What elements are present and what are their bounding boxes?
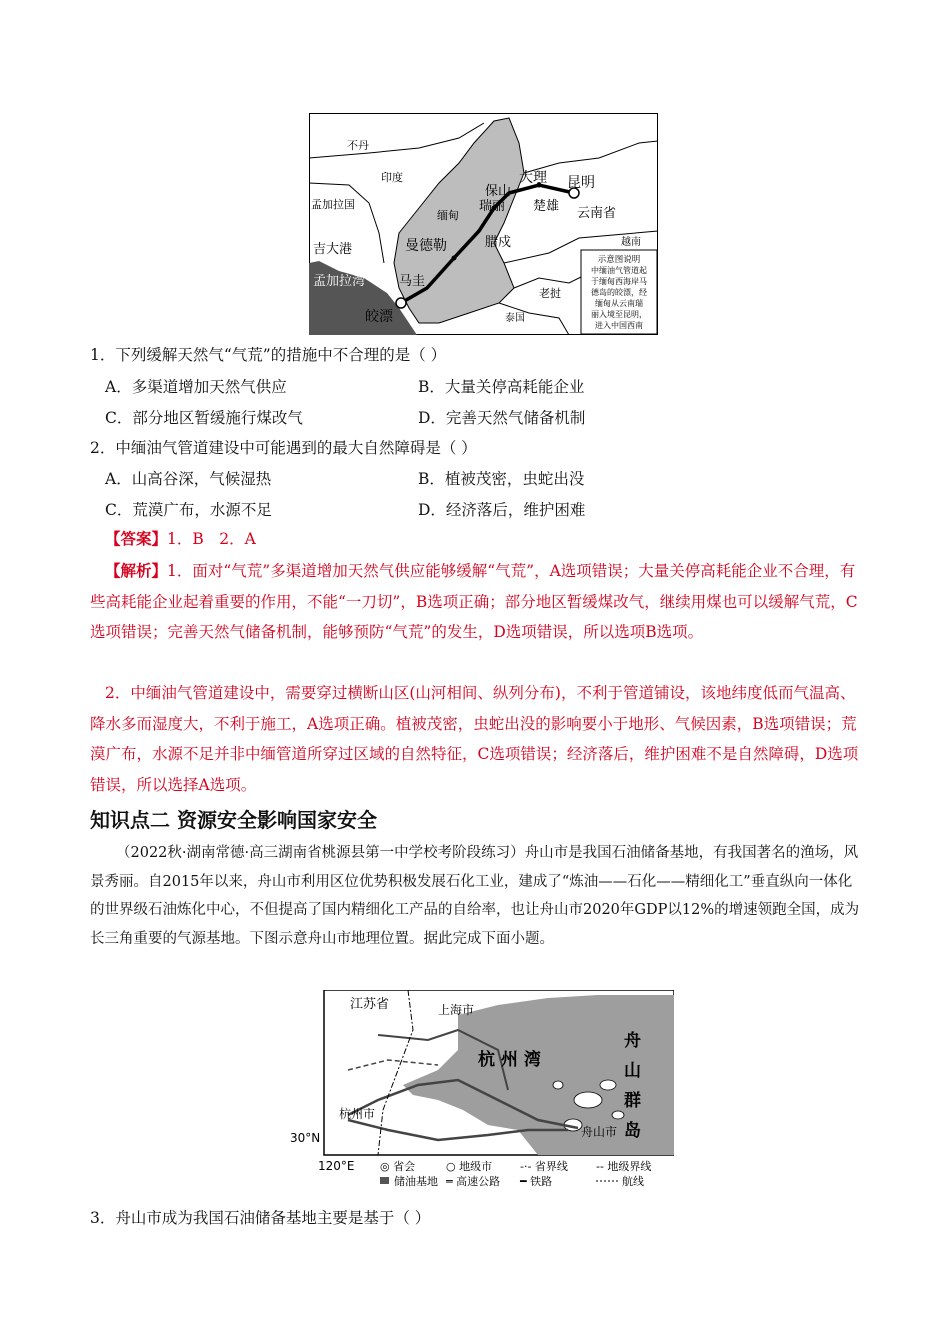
label-thailand: 泰国 — [505, 313, 525, 324]
legend-city: ○ 地级市 — [446, 1160, 493, 1173]
label-hangzhou-bay: 杭 州 湾 — [478, 1050, 541, 1070]
label-islands-4: 岛 — [624, 1121, 641, 1141]
label-yunnan: 云南省 — [577, 206, 617, 221]
label-bhutan: 不丹 — [347, 139, 369, 152]
label-bay-of-bengal: 孟加拉湾 — [313, 274, 366, 289]
legend-line-5: 丽入境至昆明， — [591, 310, 647, 319]
label-bangladesh: 孟加拉国 — [311, 198, 355, 211]
legend-line-6: 进入中国西南 — [595, 321, 643, 330]
legend-line-3: 德岛的皎漂，经 — [591, 288, 647, 297]
label-chuxiong: 楚雄 — [533, 199, 560, 214]
q1-option-d[interactable]: D．完善天然气储备机制 — [418, 409, 586, 427]
q1-option-a[interactable]: A．多渠道增加天然气供应 — [105, 378, 287, 396]
label-islands-1: 舟 — [624, 1031, 641, 1051]
label-jiangsu: 江苏省 — [350, 997, 390, 1012]
label-ruili: 瑞丽 — [479, 199, 506, 214]
label-zhoushan: 舟山市 — [581, 1125, 618, 1139]
q2-option-b[interactable]: B．植被茂密，虫蛇出没 — [418, 470, 585, 488]
label-baoshan: 保山 — [485, 184, 512, 199]
legend-shipping: 航线 — [622, 1175, 644, 1188]
myanmar-pipeline-map — [309, 113, 658, 335]
legend-line-4: 缅甸从云南瑞 — [595, 299, 643, 308]
q2-option-d[interactable]: D．经济落后，维护困难 — [418, 501, 586, 519]
legend-city-border: -- 地级界线 — [596, 1160, 652, 1173]
question-1-stem: 1．下列缓解天然气“气荒”的措施中不合理的是（ ） — [90, 346, 447, 364]
oil-base-icon — [380, 1177, 389, 1184]
label-lashio: 腊戍 — [485, 235, 512, 250]
legend-highway: ═ 高速公路 — [446, 1175, 501, 1188]
label-hangzhou: 杭州市 — [339, 1107, 376, 1121]
label-kunming: 昆明 — [567, 175, 595, 191]
question-2-stem: 2．中缅油气管道建设中可能遇到的最大自然障碍是（ ） — [90, 439, 477, 457]
section-title: 知识点二 资源安全影响国家安全 — [90, 808, 377, 832]
zhoushan-location-map — [288, 990, 674, 1190]
q1-option-c[interactable]: C．部分地区暂缓施行煤改气 — [105, 409, 303, 427]
legend-line-1: 中缅油气管道起 — [591, 266, 647, 275]
label-shanghai: 上海市 — [438, 1003, 475, 1017]
label-islands-3: 群 — [624, 1091, 641, 1111]
label-latitude: 30°N — [290, 1131, 321, 1145]
q2-option-c[interactable]: C．荒漠广布，水源不足 — [105, 501, 272, 519]
legend-oil-base: 储油基地 — [394, 1175, 438, 1188]
label-laos: 老挝 — [539, 287, 561, 300]
label-dali: 大理 — [519, 170, 547, 186]
label-mandalay: 曼德勒 — [405, 238, 447, 254]
kyaukphyu-marker — [396, 298, 406, 308]
label-chittagong: 吉大港 — [313, 242, 353, 257]
question-3-stem: 3．舟山市成为我国石油储备基地主要是基于（ ） — [90, 1209, 431, 1227]
legend-line-0: 示意图说明 — [597, 255, 641, 265]
q2-option-a[interactable]: A．山高谷深，气候湿热 — [105, 470, 272, 488]
analysis-tag: 【解析】 — [105, 561, 168, 580]
label-longitude: 120°E — [318, 1159, 355, 1173]
label-kyaukphyu: 皎漂 — [365, 309, 393, 325]
label-magway: 马圭 — [399, 274, 426, 289]
analysis-text-1: 1．面对“气荒”多渠道增加天然气供应能够缓解“气荒”，A选项错误；大量关停高耗能企业不合理，有些高耗能企业起着重要的作用，不能“一刀切”，B选项正确；部分地区暂缓煤改气，继续用煤也可以缓解气荒，C选项错误；完善天然气储备机制，能够预防“气荒”的发生，D选项错误，所以选项B选项。 — [90, 562, 858, 641]
label-india: 印度 — [381, 171, 403, 184]
q1-option-b[interactable]: B．大量关停高耗能企业 — [418, 378, 585, 396]
answer-tag: 【答案】 — [105, 529, 168, 548]
analysis-paragraph-2: 2．中缅油气管道建设中，需要穿过横断山区(山河相间、纵列分布)，不利于管道铺设，该地纬度低而气温高、降水多而湿度大，不利于施工，A选项正确。植被茂密，虫蛇出没的影响要小于地形、气候因素，B选项错误；荒漠广布，水源不足并非中缅管道所穿过区域的自然特征，C选项错误；经济落后，维护困难不是自然障碍，D选项错误，所以选择A选项。 — [90, 684, 859, 794]
label-islands-2: 山 — [624, 1061, 641, 1081]
answer-text: 1．B 2．A — [167, 530, 256, 548]
label-vietnam: 越南 — [621, 237, 641, 248]
answer-line — [105, 524, 256, 555]
legend-capital: ◎ 省会 — [380, 1160, 416, 1173]
intro-paragraph: （2022秋·湖南常德·高三湖南省桃源县第一中学校考阶段练习）舟山市是我国石油储备基地，有我国著名的渔场，风景秀丽。自2015年以来，舟山市利用区位优势积极发展石化工业，建成了“炼油——石化——精细化工”垂直纵向一体化的世界级石油炼化中心，不但提高了国内精细化工产品的自给率，也让舟山市2020年GDP以12%的增速领跑全国，成为长三角重要的气源基地。下图示意舟山市地理位置。据此完成下面小题。 — [90, 845, 860, 947]
label-myanmar: 缅甸 — [437, 209, 459, 222]
legend-line-2: 于缅甸西海岸马 — [591, 277, 647, 286]
legend-rail: ━ 铁路 — [520, 1175, 553, 1188]
analysis-paragraph-1 — [90, 556, 862, 648]
legend-prov-border: -·- 省界线 — [520, 1160, 568, 1173]
